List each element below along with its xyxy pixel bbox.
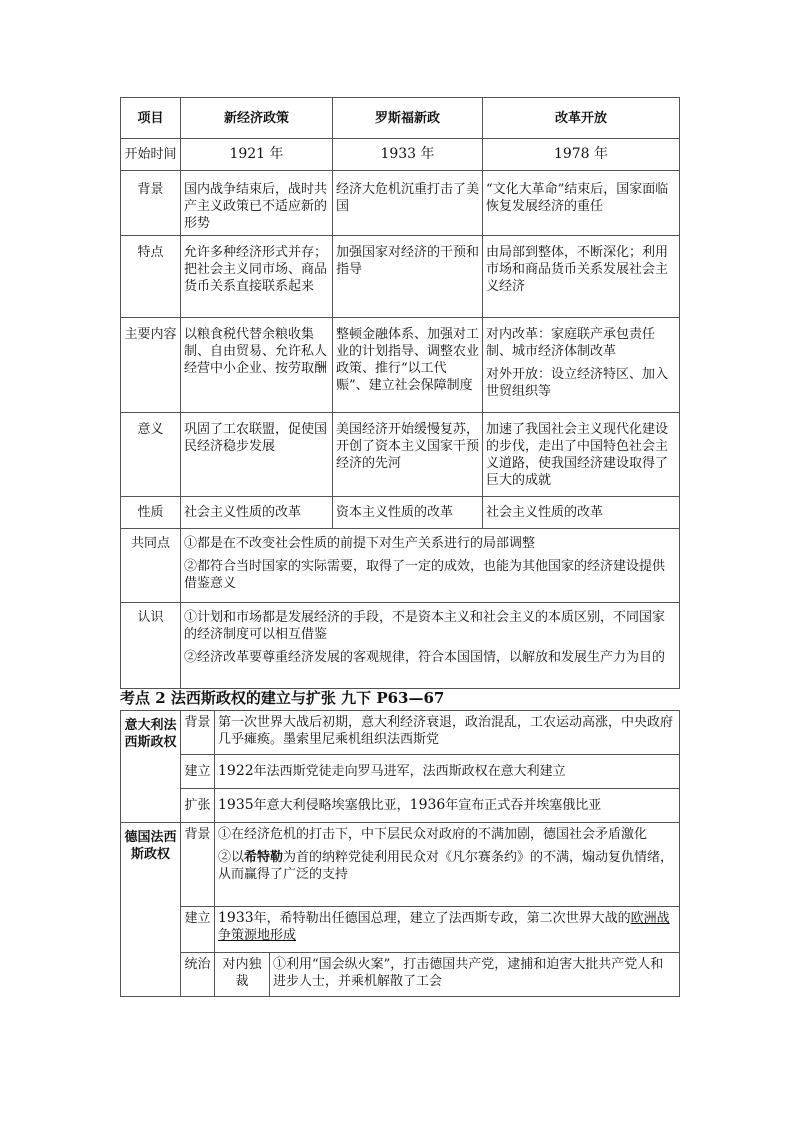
cell-paragraph: 对外开放：设立经济特区、加入世贸组织等 bbox=[486, 367, 669, 399]
row-label-start: 开始时间 bbox=[121, 139, 181, 171]
cell-paragraph: ①在经济危机的打击下，中下层民众对政府的不满加剧，德国社会矛盾激化 bbox=[218, 827, 648, 842]
underlined-text: 欧洲战争策源地形成 bbox=[218, 911, 670, 943]
header-reform-opening: 改革开放 bbox=[483, 98, 680, 139]
row-label-understanding: 认识 bbox=[121, 603, 181, 689]
table-row bbox=[121, 139, 680, 171]
cell: 加速了我国社会主义现代化建设的步伐，走出了中国特色社会主义道路，使我国经济建设取得了巨大的成就 bbox=[483, 413, 680, 497]
table-row bbox=[121, 603, 680, 689]
cell: 第一次世界大战后初期，意大利经济衰退，政治混乱，工农运动高涨，中央政府几乎瘫痪。墨索里尼乘机组织法西斯党 bbox=[215, 711, 680, 755]
cell: ①利用“国会纵火案”，打击德国共产党，逮捕和迫害大批共产党人和进步人士，并乘机解散了工会 bbox=[270, 953, 680, 997]
cell: 1921 年 bbox=[181, 139, 333, 171]
cell-paragraph: ②都符合当时国家的实际需要，取得了一定的成效，也能为其他国家的经济建设提供借鉴意义 bbox=[184, 559, 666, 591]
table-row bbox=[121, 318, 680, 413]
cell bbox=[215, 907, 680, 953]
row-label-rule: 统治 bbox=[181, 953, 215, 997]
section-heading: 考点 2 法西斯政权的建立与扩张 九下 P63—67 bbox=[120, 689, 445, 707]
cell: 社会主义性质的改革 bbox=[181, 497, 333, 529]
hitler-name: 希特勒 bbox=[244, 850, 284, 865]
year: 1935 bbox=[218, 797, 254, 813]
row-label-nature: 性质 bbox=[121, 497, 181, 529]
table-header-row bbox=[121, 98, 680, 139]
header-new-deal: 罗斯福新政 bbox=[333, 98, 483, 139]
cell: 社会主义性质的改革 bbox=[483, 497, 680, 529]
cell-text: 年法西斯党徒走向罗马进军，法西斯政权在意大利建立 bbox=[253, 764, 566, 779]
cell: 国内战争结束后，战时共产主义政策已不适应新的形势 bbox=[181, 171, 333, 236]
cell: 巩固了工农联盟，促使国民经济稳步发展 bbox=[181, 413, 333, 497]
cell: 以粮食税代替余粮收集制、自由贸易、允许私人经营中小企业、按劳取酬 bbox=[181, 318, 333, 413]
header-item: 项目 bbox=[121, 98, 181, 139]
cell-paragraph: ②经济改革要尊重经济发展的客观规律，符合本国国情，以解放和发展生产力为目的 bbox=[184, 650, 666, 665]
cell: 经济大危机沉重打击了美国 bbox=[333, 171, 483, 236]
cell bbox=[181, 603, 680, 689]
fascist-regime-table bbox=[120, 710, 680, 997]
row-label-features: 特点 bbox=[121, 236, 181, 318]
country-italy: 意大利法西斯政权 bbox=[121, 711, 181, 823]
cell bbox=[181, 529, 680, 603]
table-row bbox=[121, 236, 680, 318]
cell-text: 年，希特勒出任德国总理，建立了法西斯专政，第二次世界大战的 bbox=[253, 911, 631, 926]
cell-text: 为首的纳粹党徒利用民众对《凡尔赛条约》的不满，煽动复仇情绪，从而赢得了广泛的支持 bbox=[218, 850, 674, 882]
table-row bbox=[121, 413, 680, 497]
cell-paragraph: ①计划和市场都是发展经济的手段，不是资本主义和社会主义的本质区别，不同国家的经济制度可以相互借鉴 bbox=[184, 610, 666, 642]
cell bbox=[483, 318, 680, 413]
table-row bbox=[121, 711, 680, 755]
cell-text: 年意大利侵略埃塞俄比亚， bbox=[253, 798, 410, 813]
year: 1936 bbox=[409, 797, 446, 813]
table-row bbox=[121, 497, 680, 529]
cell: 允许多种经济形式并存；把社会主义同市场、商品货币关系直接联系起来 bbox=[181, 236, 333, 318]
year: 1922 bbox=[218, 763, 254, 779]
cell: 整顿金融体系、加强对工业的计划指导、调整农业政策、推行“以工代赈”、建立社会保障制度 bbox=[333, 318, 483, 413]
table-row bbox=[121, 171, 680, 236]
cell: 1933 年 bbox=[333, 139, 483, 171]
cell: 1978 年 bbox=[483, 139, 680, 171]
row-label-background: 背景 bbox=[181, 711, 215, 755]
table-row bbox=[121, 529, 680, 603]
year: 1933 bbox=[218, 910, 254, 926]
header-nep: 新经济政策 bbox=[181, 98, 333, 139]
table-row bbox=[121, 823, 680, 907]
row-label-background: 背景 bbox=[181, 823, 215, 907]
cell bbox=[215, 755, 680, 789]
table-row bbox=[121, 755, 680, 789]
cell-paragraph: 对内改革：家庭联产承包责任制、城市经济体制改革 bbox=[486, 327, 656, 359]
economic-reform-comparison-table bbox=[120, 97, 680, 689]
sub-label-internal-dictatorship: 对内独裁 bbox=[215, 953, 270, 997]
cell: “文化大革命”结束后，国家面临恢复发展经济的重任 bbox=[483, 171, 680, 236]
row-label-background: 背景 bbox=[121, 171, 181, 236]
cell bbox=[215, 823, 680, 907]
cell: 美国经济开始缓慢复苏，开创了资本主义国家干预经济的先河 bbox=[333, 413, 483, 497]
row-label-common: 共同点 bbox=[121, 529, 181, 603]
row-label-significance: 意义 bbox=[121, 413, 181, 497]
row-label-content: 主要内容 bbox=[121, 318, 181, 413]
cell-paragraph bbox=[218, 849, 676, 883]
cell: 资本主义性质的改革 bbox=[333, 497, 483, 529]
row-label-establish: 建立 bbox=[181, 907, 215, 953]
row-label-expand: 扩张 bbox=[181, 789, 215, 823]
table-row bbox=[121, 907, 680, 953]
table-row bbox=[121, 789, 680, 823]
cell-paragraph: ①都是在不改变社会性质的前提下对生产关系进行的局部调整 bbox=[184, 536, 536, 551]
cell bbox=[215, 789, 680, 823]
cell-text: 年宣布正式吞并埃塞俄比亚 bbox=[445, 798, 602, 813]
row-label-establish: 建立 bbox=[181, 755, 215, 789]
country-germany: 德国法西斯政权 bbox=[121, 823, 181, 997]
cell: 由局部到整体，不断深化；利用市场和商品货币关系发展社会主义经济 bbox=[483, 236, 680, 318]
cell: 加强国家对经济的干预和指导 bbox=[333, 236, 483, 318]
table-row bbox=[121, 953, 680, 997]
cell-text: ②以 bbox=[218, 850, 245, 865]
